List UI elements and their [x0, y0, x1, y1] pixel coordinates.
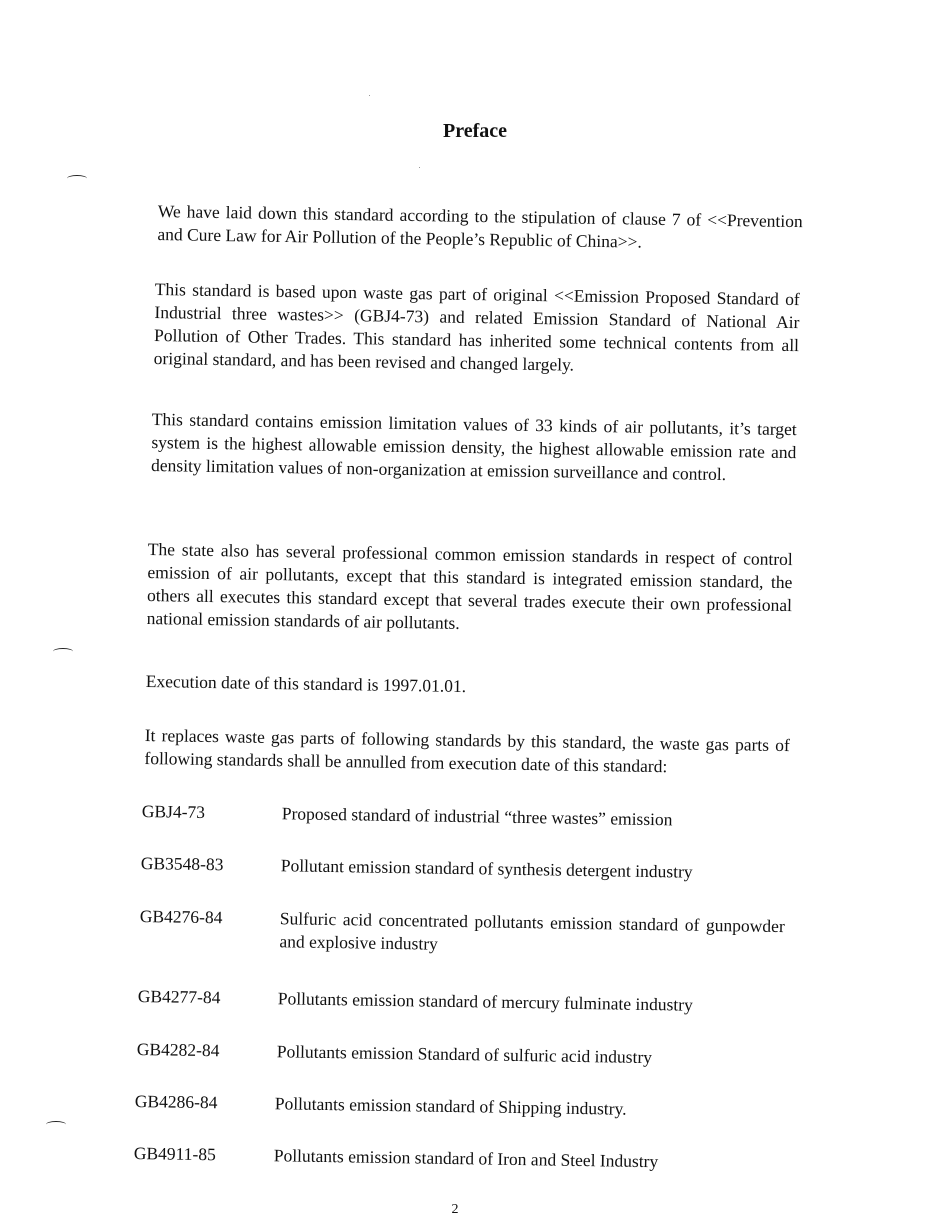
page-title: Preface — [442, 120, 508, 142]
standard-code: GB4282-84 — [136, 1038, 220, 1061]
standard-description: Pollutants emission standard of Shipping industry. — [274, 1093, 627, 1119]
standard-code: GB4276-84 — [139, 905, 223, 928]
paragraph-other-standards: The state also has several professional common emission standards in respect of control emission of air pollutants, except that this standard is integrated emission standard, the others all executes this standard except that several trades execute their own professional national emission standards of air pollutants. — [146, 538, 793, 633]
paragraph-legal-basis: We have laid down this standard according to the stipulation of clause 7 of <<Prevention and Cure Law for Air Pollution of the People’s Republic of China>>. — [157, 200, 803, 252]
standard-description: Pollutant emission standard of synthesis detergent industry — [280, 855, 693, 882]
page-number: 2 — [451, 1202, 459, 1217]
scan-speck — [419, 167, 420, 168]
standard-code: GB4286-84 — [134, 1090, 218, 1113]
standard-code: GBJ4-73 — [141, 800, 206, 822]
binding-hole-mark — [67, 175, 87, 182]
paragraph-scope: This standard contains emission limitation values of 33 kinds of air pollutants, it’s target system is the highest allowable emission density, the highest allowable emission rate and density limitation values of non-organization at emission surveillance and control. — [150, 408, 797, 485]
standard-code: GB3548-83 — [140, 852, 224, 875]
standard-code: GB4911-85 — [133, 1142, 216, 1165]
paragraph-execution-date: Execution date of this standard is 1997.01.01. — [145, 670, 467, 697]
paragraph-replacement: It replaces waste gas parts of following standards by this standard, the waste gas parts of following standards shall be annulled from execution date of this standard: — [144, 724, 790, 777]
standard-description: Sulfuric acid concentrated pollutants emission standard of gunpowder and explosive industry — [279, 908, 785, 954]
binding-hole-mark — [53, 648, 73, 655]
standard-description: Proposed standard of industrial “three wastes” emission — [281, 803, 673, 830]
binding-hole-mark — [46, 1121, 66, 1128]
paragraph-origin: This standard is based upon waste gas part of original <<Emission Proposed Standard of Industrial three wastes>> (GBJ4-73) and related Emission Standard of National Air Pollution of Other Trades. This standard has inherited some technical contents from all original standard, and has been revised and changed largely. — [153, 278, 800, 375]
standard-description: Pollutants emission standard of mercury fulminate industry — [277, 988, 693, 1015]
scan-speck — [369, 95, 370, 96]
standard-code: GB4277-84 — [137, 985, 221, 1008]
standard-description: Pollutants emission standard of Iron and Steel Industry — [273, 1145, 659, 1172]
standard-description: Pollutants emission Standard of sulfuric acid industry — [276, 1041, 653, 1068]
